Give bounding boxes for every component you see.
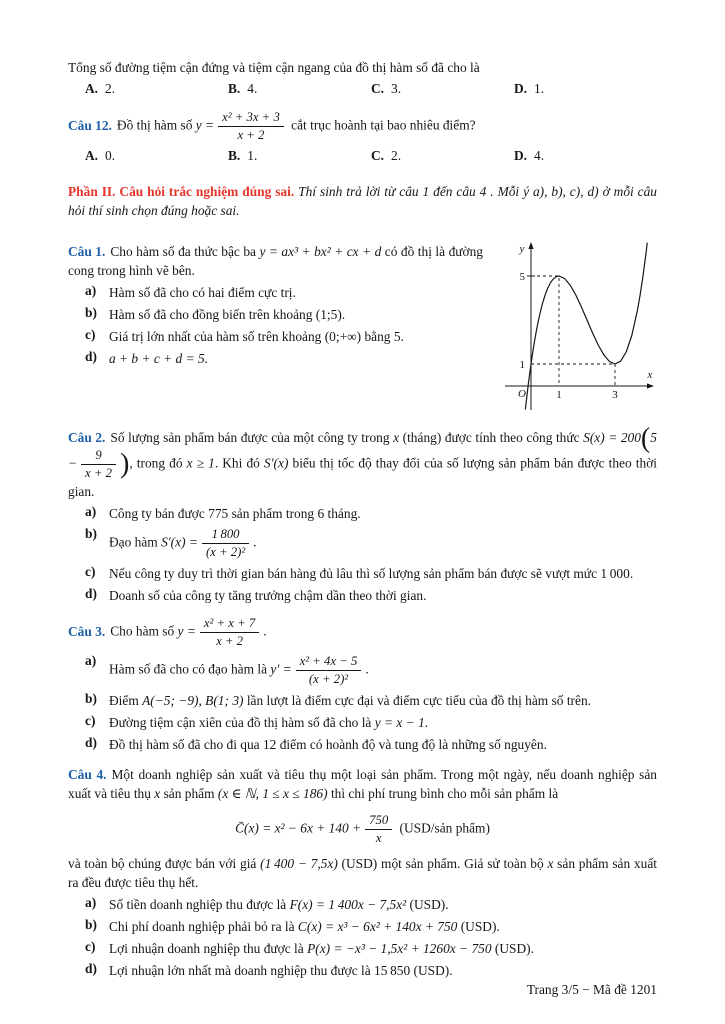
formula-math: C̄(x) = x² − 6x + 140 +: [235, 820, 362, 836]
item-label: a): [85, 653, 97, 669]
c1-text-1: Cho hàm số đa thức bậc ba: [110, 244, 260, 260]
x-tick-3: 3: [612, 389, 618, 402]
fraction-numerator: 1 800: [202, 527, 249, 544]
item-label: a): [85, 504, 97, 520]
fraction-denominator: x + 2: [216, 634, 244, 649]
fraction-numerator: x² + 3x + 3: [218, 110, 284, 127]
q11-options: [68, 81, 657, 97]
option-label: B.: [228, 148, 241, 164]
c2-item-b: [68, 526, 657, 561]
q12-math-lead: y =: [195, 117, 215, 133]
item-label: d): [85, 960, 97, 976]
question-3-label: Câu 3.: [68, 623, 106, 639]
item-label: d): [85, 349, 97, 365]
c2b-fraction: [202, 527, 249, 560]
c3-fraction: [200, 616, 259, 649]
option-label: D.: [514, 81, 528, 97]
q12-option-b: [228, 148, 371, 164]
question-4-label: Câu 4.: [68, 766, 107, 782]
q12-text-1: Đồ thị hàm số: [116, 117, 196, 133]
item-label: c): [85, 713, 96, 729]
c2-text-2: (tháng) được tính theo công thức: [399, 430, 584, 446]
question-12-stem: [68, 109, 657, 144]
item-math: C(x) = x³ − 6x² + 140x + 750: [297, 918, 458, 934]
c4-after-text-2: (USD) một sản phẩm. Giả sử toàn bộ: [337, 855, 548, 871]
item-text: Đồ thị hàm số đã cho đi qua 12 điểm có hoành độ và tung độ là những số nguyên.: [109, 737, 547, 753]
c2-fraction: [81, 448, 116, 481]
item-body: [109, 895, 657, 914]
x-axis-label: x: [647, 369, 653, 382]
option-label: C.: [371, 148, 385, 164]
c4-item-c: [68, 939, 657, 958]
right-paren: ): [120, 448, 130, 480]
item-text: Doanh số của công ty tăng trưởng chậm dần theo thời gian.: [109, 588, 427, 604]
dashed-guide-max: [531, 276, 559, 386]
item-math: S′(x) =: [161, 534, 198, 550]
c2-math-inner: 5 −: [68, 430, 657, 471]
cubic-graph: [497, 238, 657, 418]
item-text-2: (USD).: [406, 896, 449, 912]
c2-text-3: , trong đó: [129, 455, 187, 471]
c1-math-1: y = ax³ + bx² + cx + d: [259, 244, 382, 260]
option-text: 4.: [534, 148, 545, 164]
q12-text-2: cắt trục hoành tại bao nhiêu điểm?: [287, 117, 476, 133]
item-body: [109, 653, 657, 688]
item-text-2: .: [253, 534, 257, 550]
c4-after-text-3: sản phẩm sản xuất ra đều được tiêu thụ hết.: [68, 855, 657, 890]
c1-item-d: [68, 349, 483, 368]
item-text-2: (USD).: [491, 940, 534, 956]
item-text-2: .: [365, 661, 369, 677]
y-tick-5: 5: [519, 271, 525, 284]
cubic-curve: [525, 243, 647, 409]
item-label: d): [85, 735, 97, 751]
question-3: [68, 615, 657, 754]
option-text: 4.: [247, 81, 258, 97]
c3-item-d: [68, 735, 657, 754]
item-text: Số tiền doanh nghiệp thu được là: [109, 896, 290, 912]
fraction-denominator: x + 2: [237, 128, 265, 143]
c3-math-lead: y =: [177, 623, 196, 639]
c3-item-c: [68, 713, 657, 732]
item-label: d): [85, 586, 97, 602]
c2-item-d: [68, 586, 657, 605]
option-label: B.: [228, 81, 241, 97]
c4-average-cost-formula: [68, 812, 657, 847]
formula-unit: (USD/sản phẩm): [396, 820, 490, 836]
item-text: Hàm số đã cho có hai điểm cực trị.: [109, 285, 296, 301]
option-text: 1.: [247, 148, 258, 164]
question-2-stem: [68, 423, 657, 501]
item-label: b): [85, 526, 97, 542]
c2-item-c: [68, 564, 657, 583]
item-math: A(−5; −9), B(1; 3): [142, 693, 244, 709]
fraction-denominator: x + 2: [85, 466, 112, 481]
fraction-numerator: 750: [365, 813, 392, 830]
option-label: A.: [85, 81, 99, 97]
fraction-denominator: (x + 2)²: [205, 545, 246, 560]
q11-option-a: [85, 81, 228, 97]
item-text: Nếu công ty duy trì thời gian bán hàng đủ lâu thì số lượng sản phẩm bán được sẽ vượt mức 1 000.: [109, 566, 634, 582]
x-tick-1: 1: [556, 389, 562, 402]
c2-math-x: x: [393, 430, 400, 446]
q11-option-b: [228, 81, 371, 97]
item-label: c): [85, 327, 96, 343]
item-text: Đường tiệm cận xiên của đồ thị hàm số đã cho là: [109, 715, 375, 731]
c3-text-2: .: [263, 623, 267, 639]
item-text: Điểm: [109, 693, 143, 709]
y-tick-1: 1: [519, 359, 525, 372]
c4-text-2: sản phẩm: [160, 785, 218, 801]
y-axis-arrow-icon: [528, 242, 533, 249]
fraction-denominator: (x + 2)²: [308, 672, 349, 687]
option-text: 1.: [534, 81, 545, 97]
part2-title: Phần II. Câu hỏi trắc nghiệm đúng sai.: [68, 184, 295, 200]
question-1-label: Câu 1.: [68, 244, 106, 260]
item-text: Hàm số đã cho có đạo hàm là: [109, 661, 271, 677]
item-math: y = x − 1: [374, 715, 425, 731]
item-text: Lợi nhuận doanh nghiệp thu được là: [109, 940, 308, 956]
page-footer: Trang 3/5 − Mã đề 1201: [526, 982, 657, 997]
question-2: [68, 423, 657, 605]
question-1-stem: [68, 242, 483, 280]
item-label: b): [85, 916, 97, 932]
item-body: [109, 691, 657, 710]
item-label: b): [85, 691, 97, 707]
c2-text-4: . Khi đó: [214, 455, 264, 471]
option-label: D.: [514, 148, 528, 164]
q12-option-c: [371, 148, 514, 164]
c4-text-1: Một doanh nghiệp sản xuất và tiêu thụ một loại sản phẩm. Trong một ngày, nếu doanh nghiệp sản xuất và tiêu thụ: [68, 766, 657, 801]
question-1: [68, 242, 657, 418]
part2-header: [68, 182, 657, 220]
item-text: Chi phí doanh nghiệp phải bỏ ra là: [109, 918, 298, 934]
c3a-fraction: [296, 654, 362, 687]
option-label: A.: [85, 148, 99, 164]
item-text: Lợi nhuận lớn nhất mà doanh nghiệp thu được là 15 850 (USD).: [109, 962, 453, 978]
question-4-continuation: [68, 854, 657, 892]
c1-item-b: [68, 305, 483, 324]
c4-fraction: [365, 813, 392, 846]
c2-text-1: Số lượng sản phẩm bán được của một công ty trong: [110, 430, 394, 446]
item-body: [109, 526, 657, 561]
c2-text-5: biểu thị tốc độ thay đổi của số lượng sản phẩm bán được theo thời gian.: [68, 455, 657, 500]
item-label: c): [85, 938, 96, 954]
q12-option-a: [85, 148, 228, 164]
q11-stem: Tổng số đường tiệm cận đứng và tiệm cận ngang của đồ thị hàm số đã cho là: [68, 60, 480, 75]
c2-math-s: S(x) = 200: [583, 430, 641, 446]
item-body: [109, 939, 657, 958]
question-4-stem: [68, 765, 657, 803]
item-text: Công ty bán được 775 sản phẩm trong 6 tháng.: [109, 506, 361, 522]
origin-label: O: [518, 388, 526, 401]
option-text: 0.: [105, 148, 116, 164]
dashed-guide-min: [531, 364, 615, 386]
fraction-numerator: x² + 4x − 5: [296, 654, 362, 671]
item-label: a): [85, 283, 97, 299]
question-3-stem: [68, 615, 657, 650]
q12-option-d: [514, 148, 657, 164]
left-paren: (: [640, 423, 651, 455]
c4-math-domain: (x ∈ ℕ, 1 ≤ x ≤ 186): [217, 785, 328, 801]
fraction-numerator: 9: [81, 448, 116, 465]
q12-options: [68, 148, 657, 164]
c3-item-b: [68, 691, 657, 710]
c4-after-math-2: x: [547, 855, 554, 871]
item-text: Giá trị lớn nhất của hàm số trên khoảng (0;+∞) bằng 5.: [109, 329, 404, 345]
part2-instruction: Thí sinh trả lời từ câu 1 đến câu 4 . Mỗi ý a), b), c), d) ở mỗi câu hỏi thí sinh chọn đúng hoặc sai.: [68, 184, 657, 219]
item-text-2: (USD).: [457, 918, 500, 934]
c4-after-math-1: (1 400 − 7,5x): [260, 855, 338, 871]
c3-item-a: [68, 653, 657, 688]
item-label: c): [85, 564, 96, 580]
question-1-text-column: [68, 242, 483, 368]
c4-math-x: x: [154, 785, 161, 801]
item-text-2: .: [424, 715, 429, 731]
c1-item-a: [68, 283, 483, 302]
fraction-numerator: x² + x + 7: [200, 616, 259, 633]
item-text: Đạo hàm: [109, 534, 162, 550]
q11-option-d: [514, 81, 657, 97]
q12-fraction: [218, 110, 284, 143]
item-label: b): [85, 305, 97, 321]
item-body: [109, 713, 657, 732]
c4-item-d: [68, 961, 657, 980]
c2-item-a: [68, 504, 657, 523]
y-axis-label: y: [519, 243, 525, 256]
c4-item-a: [68, 895, 657, 914]
c2-math-cond: x ≥ 1: [186, 455, 215, 471]
question-12-label: Câu 12.: [68, 117, 112, 133]
item-math: F(x) = 1 400x − 7,5x²: [289, 896, 407, 912]
c4-after-text-1: và toàn bộ chúng được bán với giá: [68, 855, 261, 871]
option-text: 3.: [391, 81, 402, 97]
option-text: 2.: [391, 148, 402, 164]
option-text: 2.: [105, 81, 116, 97]
c2-math-deriv: S′(x): [263, 455, 289, 471]
question-2-label: Câu 2.: [68, 430, 106, 446]
question-4: [68, 765, 657, 980]
item-math: y′ =: [270, 661, 292, 677]
item-body: [109, 917, 657, 936]
c1-text-2: có đồ thị là đường cong trong hình vẽ bên.: [68, 244, 483, 279]
c3-text-1: Cho hàm số: [110, 623, 178, 639]
q11-option-c: [371, 81, 514, 97]
c1-item-c: [68, 327, 483, 346]
item-text-2: lần lượt là điểm cực đại và điểm cực tiểu của đồ thị hàm số trên.: [243, 693, 591, 709]
item-math: a + b + c + d = 5.: [109, 351, 208, 367]
c4-text-3: thì chi phí trung bình cho mỗi sản phẩm là: [327, 785, 559, 801]
x-axis-arrow-icon: [647, 384, 654, 389]
fraction-denominator: x: [375, 830, 382, 845]
item-math: P(x) = −x³ − 1,5x² + 1260x − 750: [307, 940, 492, 956]
item-label: a): [85, 894, 97, 910]
item-text: Hàm số đã cho đồng biến trên khoảng (1;5).: [109, 307, 346, 323]
c4-item-b: [68, 917, 657, 936]
option-label: C.: [371, 81, 385, 97]
